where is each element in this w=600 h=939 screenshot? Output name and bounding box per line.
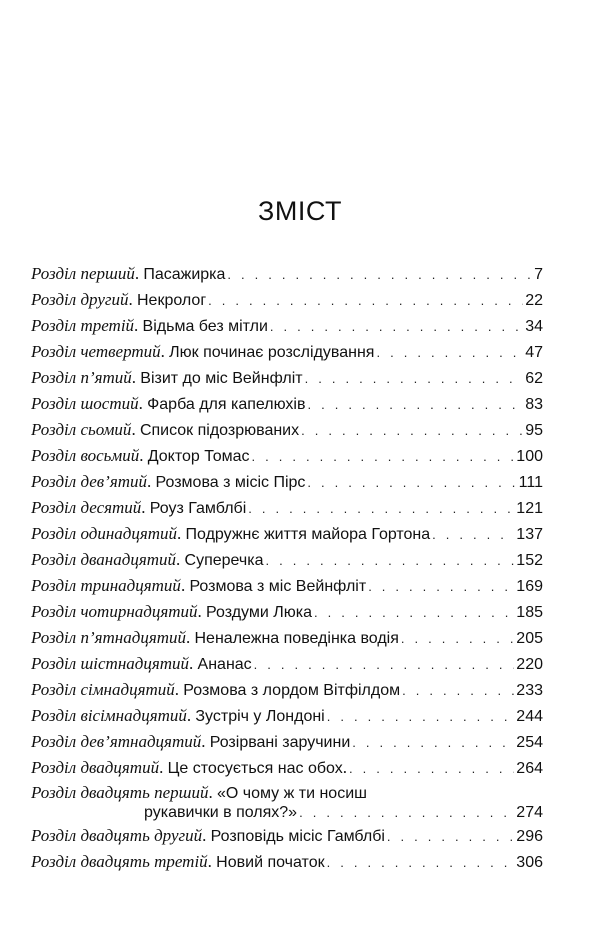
page-number: 22	[525, 292, 543, 309]
chapter-name: Розмова з місіс Пірс	[155, 474, 306, 491]
page-number: 100	[516, 448, 543, 465]
chapter-name: Суперечка	[184, 552, 264, 569]
chapter-name: Новий початок	[216, 854, 325, 871]
dot-leader	[349, 756, 514, 781]
chapter-name: «О чому ж ти носиш	[216, 785, 367, 802]
dot-leader	[301, 418, 523, 443]
toc-entry: Розділ шістнадцятий. Ананас . . . 220	[31, 651, 543, 677]
chapter-label: Розділ восьмий	[31, 446, 140, 465]
chapter-name: Це стосується нас обох	[167, 760, 343, 777]
dot-leader	[432, 522, 514, 547]
table-of-contents	[31, 261, 543, 875]
chapter-name: Розповідь місіс Гамблбі	[210, 828, 385, 845]
chapter-label: Розділ двадцять перший	[31, 783, 209, 802]
dot-leader	[368, 574, 514, 599]
chapter-name: Розмова з лордом Вітфілдом	[183, 682, 401, 699]
chapter-label: Розділ вісімнадцятий	[31, 706, 187, 725]
toc-entry: Розділ чотирнадцятий. Роздуми Люка . . . 185	[31, 599, 543, 625]
page-number: 169	[516, 578, 543, 595]
chapter-label: Розділ одинадцятий	[31, 524, 178, 543]
chapter-name: Відьма без мітли	[142, 318, 268, 335]
toc-entry: Розділ восьмий. Доктор Томас . . . 100	[31, 443, 543, 469]
chapter-name: Ананас	[197, 656, 252, 673]
chapter-label: Розділ двадцять третій	[31, 852, 208, 871]
dot-leader	[327, 850, 515, 875]
page-number: 264	[516, 760, 543, 777]
chapter-label: Розділ дев’ятнадцятий	[31, 732, 202, 751]
toc-entry: Розділ двадцять другий. Розповідь місіс Гамблбі . . . 296	[31, 823, 543, 849]
chapter-label: Розділ перший	[31, 264, 135, 283]
dot-leader	[254, 652, 515, 677]
dot-leader	[270, 314, 523, 339]
page-number: 244	[516, 708, 543, 725]
chapter-label: Розділ третій	[31, 316, 135, 335]
toc-entry: Розділ п’ятнадцятий. Неналежна поведінка водія . . . 205	[31, 625, 543, 651]
dot-leader	[376, 340, 523, 365]
page-number: 95	[525, 422, 543, 439]
dot-leader	[307, 392, 523, 417]
page-number: 152	[516, 552, 543, 569]
dot-leader	[252, 444, 515, 469]
toc-entry: Розділ п’ятий. Візит до міс Вейнфліт . . . 62	[31, 365, 543, 391]
page-number: 83	[525, 396, 543, 413]
toc-entry: Розділ десятий. Роуз Гамблбі . . . 121	[31, 495, 543, 521]
chapter-name: Неналежна поведінка водія	[194, 630, 399, 647]
chapter-name: Люк починає розслідування	[169, 344, 375, 361]
page-number: 62	[525, 370, 543, 387]
chapter-label: Розділ двадцятий	[31, 758, 160, 777]
chapter-name: Роздуми Люка	[206, 604, 313, 621]
chapter-label: Розділ шостий	[31, 394, 139, 413]
page-number: 34	[525, 318, 543, 335]
chapter-name: Пасажирка	[143, 266, 226, 283]
page-number: 137	[516, 526, 543, 543]
chapter-name: Фарба для капелюхів	[147, 396, 306, 413]
chapter-name-continued: рукавички в полях?»	[144, 804, 298, 821]
dot-leader	[248, 496, 514, 521]
chapter-label: Розділ дев’ятий	[31, 472, 148, 491]
toc-entry: Розділ третій. Відьма без мітли . . . 34	[31, 313, 543, 339]
dot-leader	[305, 366, 524, 391]
toc-entry: Розділ шостий. Фарба для капелюхів . . . 83	[31, 391, 543, 417]
chapter-label: Розділ шістнадцятий	[31, 654, 190, 673]
chapter-label: Розділ десятий	[31, 498, 142, 517]
chapter-label: Розділ п’ятий	[31, 368, 132, 387]
toc-entry: Розділ дев’ятнадцятий. Розірвані заручини . . . 254	[31, 729, 543, 755]
page-number: 47	[525, 344, 543, 361]
chapter-label: Розділ тринадцятий	[31, 576, 181, 595]
page-number: 121	[516, 500, 543, 517]
dot-leader	[227, 262, 532, 287]
toc-entry: Розділ двадцять третій. Новий початок . . . 306	[31, 849, 543, 875]
chapter-name: Розмова з міс Вейнфліт	[189, 578, 367, 595]
toc-entry: Розділ двадцять перший. «О чому ж ти носиш рукавички в полях?» . . . 274	[31, 781, 543, 823]
chapter-label: Розділ дванадцятий	[31, 550, 177, 569]
page-number: 274	[516, 804, 543, 821]
chapter-label: Розділ п’ятнадцятий	[31, 628, 186, 647]
toc-entry: Розділ перший. Пасажирка . . . 7	[31, 261, 543, 287]
toc-entry: Розділ одинадцятий. Подружнє життя майора Гортона . . . 137	[31, 521, 543, 547]
toc-entry: Розділ сьомий. Список підозрюваних . . . 95	[31, 417, 543, 443]
page-number: 220	[516, 656, 543, 673]
chapter-label: Розділ другий	[31, 290, 129, 309]
chapter-name: Доктор Томас	[147, 448, 250, 465]
chapter-name: Подружнє життя майора Гортона	[185, 526, 431, 543]
page-number: 306	[516, 854, 543, 871]
page-number: 185	[516, 604, 543, 621]
chapter-name: Візит до міс Вейнфліт	[140, 370, 303, 387]
chapter-label: Розділ четвертий	[31, 342, 161, 361]
toc-entry: Розділ четвертий. Люк починає розслідування . . . 47	[31, 339, 543, 365]
toc-entry: Розділ дванадцятий. Суперечка . . . 152	[31, 547, 543, 573]
page-number: 205	[516, 630, 543, 647]
page-number: 111	[518, 474, 543, 491]
page-title: ЗМІСТ	[258, 196, 342, 226]
chapter-label: Розділ сьомий	[31, 420, 132, 439]
chapter-label: Розділ чотирнадцятий	[31, 602, 198, 621]
chapter-label: Розділ двадцять другий	[31, 826, 203, 845]
chapter-label: Розділ сімнадцятий	[31, 680, 175, 699]
dot-leader	[402, 678, 514, 703]
toc-entry: Розділ тринадцятий. Розмова з міс Вейнфліт . . . 169	[31, 573, 543, 599]
page-number: 7	[534, 266, 543, 283]
dot-leader	[352, 730, 514, 755]
toc-entry: Розділ двадцятий. Це стосується нас обох. . . . 264	[31, 755, 543, 781]
chapter-name: Некролог	[137, 292, 207, 309]
chapter-name: Зустріч у Лондоні	[195, 708, 325, 725]
dot-leader	[307, 470, 516, 495]
dot-leader	[401, 626, 514, 651]
dot-leader	[314, 600, 514, 625]
toc-entry: Розділ вісімнадцятий. Зустріч у Лондоні . . . 244	[31, 703, 543, 729]
page-number: 233	[516, 682, 543, 699]
toc-entry: Розділ сімнадцятий. Розмова з лордом Вітфілдом . . . 233	[31, 677, 543, 703]
dot-leader	[387, 824, 514, 849]
dot-leader	[265, 548, 514, 573]
dot-leader	[327, 704, 515, 729]
chapter-name: Роуз Гамблбі	[149, 500, 247, 517]
toc-entry: Розділ другий. Некролог . . . 22	[31, 287, 543, 313]
page-number: 296	[516, 828, 543, 845]
toc-entry: Розділ дев’ятий. Розмова з місіс Пірс . . . 111	[31, 469, 543, 495]
chapter-name: Список підозрюваних	[139, 422, 300, 439]
dot-leader	[208, 288, 523, 313]
dot-leader	[299, 802, 514, 823]
page-number: 254	[516, 734, 543, 751]
chapter-name: Розірвані заручини	[209, 734, 351, 751]
